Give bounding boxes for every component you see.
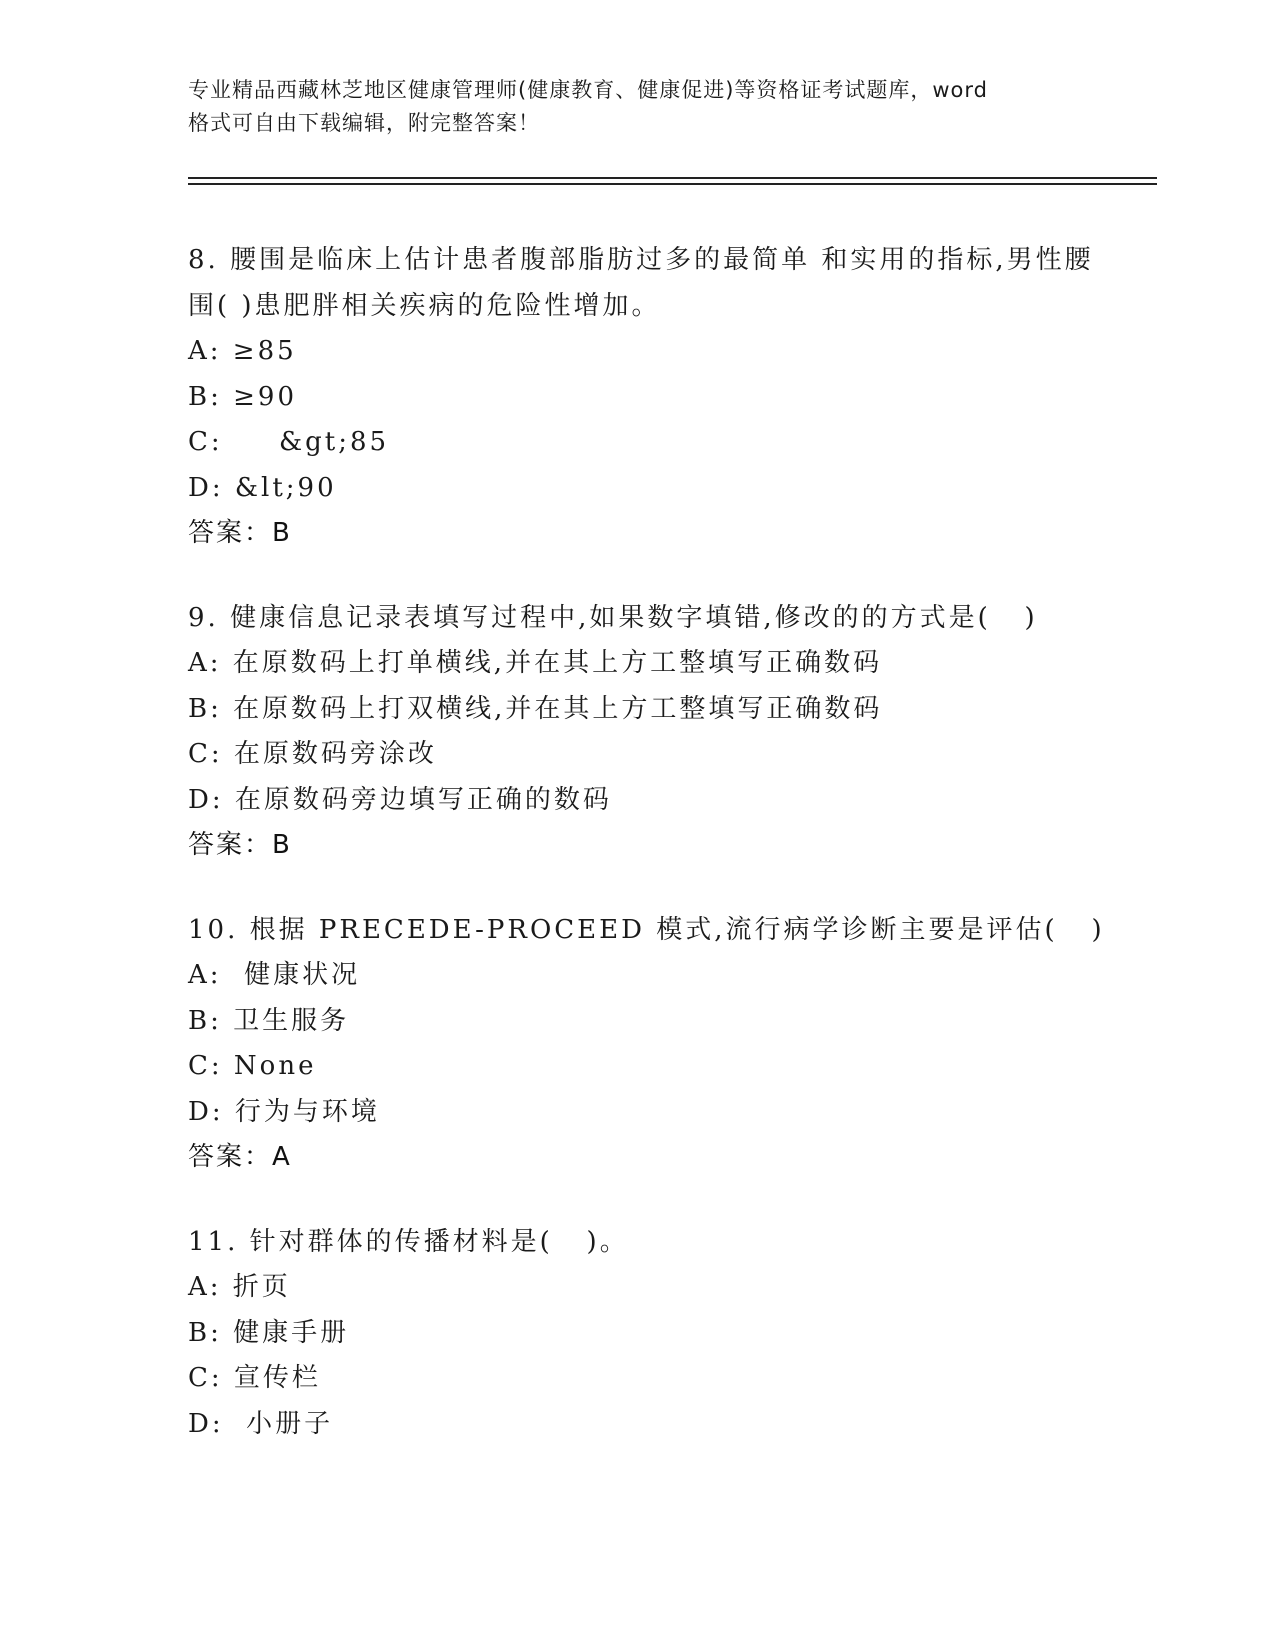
option-c: C: None bbox=[188, 1051, 317, 1081]
option-d: D: &lt;90 bbox=[188, 472, 337, 503]
option-b: B: 健康手册 bbox=[188, 1317, 350, 1348]
question-stem: 8. 腰围是临床上估计患者腹部脂肪过多的最简单 和实用的指标,男性腰围( )患肥胖相关疾病的危险性增加。 bbox=[188, 245, 1094, 321]
option-d: D: 小册子 bbox=[188, 1408, 334, 1439]
header-line-1: 专业精品西藏林芝地区健康管理师(健康教育、健康促进)等资格证考试题库，word bbox=[188, 78, 989, 102]
document-header bbox=[188, 74, 1088, 140]
option-d: D: 在原数码旁边填写正确的数码 bbox=[188, 784, 612, 815]
option-a: A: 在原数码上打单横线,并在其上方工整填写正确数码 bbox=[188, 648, 883, 678]
option-b: B: 卫生服务 bbox=[188, 1005, 350, 1036]
option-b: B: ≥90 bbox=[188, 381, 297, 412]
question-11 bbox=[188, 1219, 1118, 1447]
question-stem: 10. 根据 PRECEDE-PROCEED 模式,流行病学诊断主要是评估( ) bbox=[188, 915, 1105, 945]
option-c: C: &gt;85 bbox=[188, 427, 390, 457]
question-8 bbox=[188, 237, 1118, 556]
question-stem: 9. 健康信息记录表填写过程中,如果数字填错,修改的的方式是( ) bbox=[188, 603, 1038, 633]
option-a: A: ≥85 bbox=[188, 336, 297, 366]
question-stem: 11. 针对群体的传播材料是( )。 bbox=[188, 1227, 629, 1257]
option-b: B: 在原数码上打双横线,并在其上方工整填写正确数码 bbox=[188, 693, 883, 724]
option-a: A: 折页 bbox=[188, 1272, 291, 1302]
option-c: C: 宣传栏 bbox=[188, 1363, 321, 1393]
answer-label: 答案：A bbox=[188, 1142, 292, 1172]
header-divider-top bbox=[188, 177, 1157, 179]
option-c: C: 在原数码旁涂改 bbox=[188, 739, 437, 769]
answer-label: 答案：B bbox=[188, 518, 292, 548]
answer-label: 答案：B bbox=[188, 830, 292, 860]
question-9 bbox=[188, 595, 1118, 868]
header-divider-bottom bbox=[188, 183, 1157, 185]
question-list bbox=[188, 237, 1118, 1486]
header-line-2: 格式可自由下载编辑，附完整答案！ bbox=[188, 111, 540, 135]
question-10 bbox=[188, 907, 1118, 1180]
option-a: A: 健康状况 bbox=[188, 960, 361, 990]
option-d: D: 行为与环境 bbox=[188, 1096, 380, 1127]
